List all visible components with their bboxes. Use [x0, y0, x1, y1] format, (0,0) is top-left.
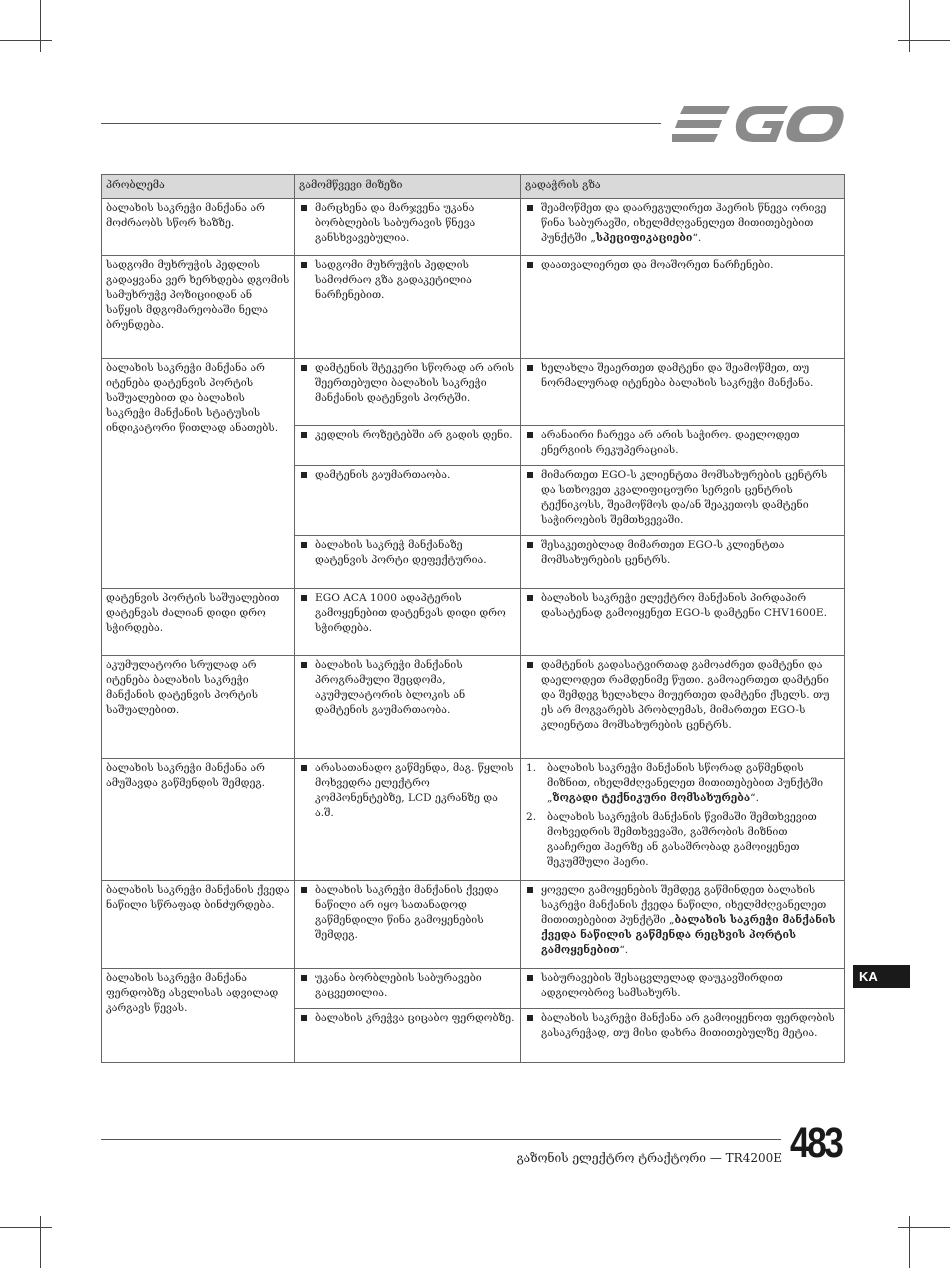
problem-cell: ბალახის საკრეჭი მანქანა არ ამუშავდა გაწმენდის შემდეგ.: [102, 759, 295, 881]
solution-text: დამტენის გადასატვირთად გამოაძრეთ დამტენი და დაელოდეთ რამდენიმე წუთი. გამოაერთეთ დამტენი და შემდეგ ხელახლა მიუერთეთ დამტენი ქსელს. თუ ეს არ მოგვარებს პრობლემას, მიმართეთ EGO-ს კლიენტთა მომსახურების ცენტრს.: [525, 658, 840, 733]
crop-mark: [0, 1227, 52, 1228]
troubleshooting-table: [101, 174, 845, 1063]
solution-bold-ref: სპეციფიკაციები: [595, 232, 693, 244]
cause-cell: [295, 256, 521, 359]
solution-cell: [521, 536, 845, 589]
cause-cell: [295, 199, 521, 256]
cause-cell: [295, 656, 521, 759]
cause-cell: [295, 881, 521, 969]
solution-cell: [521, 881, 845, 969]
problem-cell: ბალახის საკრეჭი მანქანა ფერდობზე ასვლისას ადვილად კარგავს წევას.: [102, 969, 295, 1063]
solution-cell: [521, 1009, 845, 1063]
crop-mark: [40, 0, 41, 52]
cause-cell: [295, 426, 521, 466]
solution-text: მიმართეთ EGO-ს კლიენტთა მომსახურების ცენტრს და სთხოვეთ კვალიფიციური სერვის ცენტრის ტექნიკოსს, შეამოწმოს და/ან შეაკეთოს დამტენი საჭიროების შემთხვევაში.: [525, 468, 840, 528]
table-row: [102, 256, 845, 359]
cause-cell: [295, 359, 521, 426]
solution-text: არანაირი ჩარევა არ არის საჭირო. დაელოდეთ ენერგიის რეკუპერაციას.: [525, 428, 840, 458]
solution-cell: [521, 199, 845, 256]
solution-bold-ref: ბალახის საკრეჭი მანქანის ქვედა ნაწილის გაწმენდა რეცხვის პორტის გამოყენებით: [541, 914, 836, 956]
solution-text: დაათვალიერეთ და მოაშორეთ ნარჩენები.: [525, 258, 840, 273]
cause-text: ბალახის საკრეჭი მანქანის პროგრამული შეცდომა, აკუმულატორის ბლოკის ან დამტენის გაუმართაობა.: [299, 658, 516, 718]
table-row: [102, 359, 845, 426]
solution-cell: [521, 359, 845, 426]
table-row: [102, 199, 845, 256]
solution-cell: [521, 656, 845, 759]
cause-cell: [295, 759, 521, 881]
solution-text: ბალახის საკრეჭი მანქანა არ გამოიყენოთ ფერდობის გასაკრეჭად, თუ მისი დახრა მითითებულზე მეტია.: [525, 1011, 840, 1041]
solution-text: ხელახლა შეაერთეთ დამტენი და შეამოწმეთ, თუ ნორმალურად იტენება ბალახის საკრეჭი მანქანა.: [525, 361, 840, 391]
crop-mark: [40, 1216, 41, 1268]
cause-text: მარცხენა და მარჯვენა უკანა ბორბლების საბურავის წნევა განსხვავებულია.: [299, 201, 516, 246]
solution-text: ბალახის საკრეჭი ელექტრო მანქანის პირდაპირ დასატენად გამოიყენეთ EGO-ს დამტენი CHV1600E.: [525, 591, 840, 621]
cause-text: უკანა ბორბლების საბურავები გაცვეთილია.: [299, 971, 516, 1001]
solution-cell: [521, 589, 845, 656]
cause-text: ბალახის საკრეჭი მანქანის ქვედა ნაწილი არ იყო სათანადოდ გაწმენდილი წინა გამოყენების შემდეგ.: [299, 883, 516, 943]
table-row: [102, 589, 845, 656]
crop-mark: [909, 1216, 910, 1268]
problem-cell: დატენვის პორტის საშუალებით დატენვას ძალიან დიდი დრო სჭირდება.: [102, 589, 295, 656]
cause-text: ბალახის კრეჭვა ციცაბო ფერდობზე.: [299, 1011, 516, 1026]
language-tab: KA: [853, 965, 910, 988]
solution-step: 1. ბალახის საკრეჭი მანქანის სწორად გაწმენდის მიზნით, იხელმძღვანელეთ მითითებებით პუნქტში „ზოგადი ტექნიკური მომსახურება“.: [526, 762, 824, 804]
crop-mark: [0, 40, 52, 41]
step-number: 2.: [526, 811, 537, 823]
problem-cell: ბალახის საკრეჭი მანქანის ქვედა ნაწილი სწრაფად ბინძურდება.: [102, 881, 295, 969]
ego-logo: [672, 104, 844, 144]
solution-text: შეამოწმეთ და დაარეგულირეთ ჰაერის წნევა ორივე წინა საბურავში, იხელმძღვანელეთ მითითებებით პუნქტში „სპეციფიკაციები“.: [525, 201, 840, 246]
problem-cell: ბალახის საკრეჭი მანქანა არ მოძრაობს სწორ ხაზზე.: [102, 199, 295, 256]
solution-text: საბურავების შესაცვლელად დაუკავშირდით ადგილობრივ სამსახურს.: [525, 971, 840, 1001]
solution-text: ყოველი გამოყენების შემდეგ გაწმინდეთ ბალახის საკრეჭი მანქანის ქვედა ნაწილი, იხელმძღვანელეთ მითითებებით პუნქტში „ბალახის საკრეჭი მანქანის ქვედა ნაწილის გაწმენდა რეცხვის პორტის გამოყენებით“.: [525, 883, 840, 958]
cause-text: დამტენის გაუმართაობა.: [299, 468, 516, 483]
header-rule: [101, 123, 661, 124]
cause-cell: [295, 536, 521, 589]
crop-mark: [909, 0, 910, 52]
step-number: 1.: [526, 762, 537, 774]
table-row: [102, 759, 845, 881]
crop-mark: [898, 1227, 950, 1228]
table-header-row: [102, 175, 845, 199]
footer-title: გაზონის ელექტრო ტრაქტორი — TR4200E: [516, 1151, 782, 1165]
column-header-cause: გამომწვევი მიზეზი: [295, 175, 521, 199]
solution-cell: [521, 256, 845, 359]
cause-cell: [295, 466, 521, 536]
table-row: [102, 969, 845, 1009]
problem-cell: სადგომი მუხრუჭის პედლის გადაყვანა ვერ ხერხდება დგომის სამუხრუჭე პოზიციიდან ან საწყის მდგომარეობაში ნელა ბრუნდება.: [102, 256, 295, 359]
cause-text: არასათანადო გაწმენდა, მაგ. წყლის მოხვედრა ელექტრო კომპონენტებზე, LCD ეკრანზე და ა.შ.: [299, 761, 516, 821]
solution-cell: [521, 466, 845, 536]
solution-bold-ref: ზოგადი ტექნიკური მომსახურება: [552, 792, 751, 804]
crop-mark: [898, 40, 950, 41]
cause-cell: [295, 1009, 521, 1063]
cause-text: EGO ACA 1000 ადაპტერის გამოყენებით დატენვას დიდი დრო სჭირდება.: [299, 591, 516, 636]
page-number: 483: [790, 1119, 842, 1167]
solution-cell: [521, 969, 845, 1009]
problem-cell: ბალახის საკრეჭი მანქანა არ იტენება დატენვის პორტის საშუალებით და ბალახის საკრეჭი მანქანის სტატუსის ინდიკატორი წითლად ანათებს.: [102, 359, 295, 589]
solution-step: 2. ბალახის საკრეჭის მანქანის წვიმაში შემთხვევით მოხვედრის შემთხვევაში, გაშრობის მიზნით გააჩერეთ ჰაერზე ან გასაშრობად გამოიყენეთ შეკუმშული ჰაერი.: [526, 811, 817, 868]
table-row: [102, 881, 845, 969]
cause-cell: [295, 589, 521, 656]
table-row: [102, 656, 845, 759]
cause-text: სადგომი მუხრუჭის პედლის სამოძრაო გზა გადაკეტილია ნარჩენებით.: [299, 258, 516, 303]
footer-rule: [101, 1139, 781, 1140]
problem-cell: აკუმულატორი სრულად არ იტენება ბალახის საკრეჭი მანქანის დატენვის პორტის საშუალებით.: [102, 656, 295, 759]
cause-text: კედლის როზეტებში არ გადის დენი.: [299, 428, 516, 443]
column-header-problem: პრობლემა: [102, 175, 295, 199]
solution-cell: [521, 759, 845, 881]
column-header-solution: გადაჭრის გზა: [521, 175, 845, 199]
cause-text: ბალახის საკრეჭ მანქანაზე დატენვის პორტი დეფექტურია.: [299, 538, 516, 568]
solution-cell: [521, 426, 845, 466]
solution-text: შესაკეთებლად მიმართეთ EGO-ს კლიენტთა მომსახურების ცენტრს.: [525, 538, 840, 568]
cause-cell: [295, 969, 521, 1009]
cause-text: დამტენის შტეკერი სწორად არ არის შეერთებული ბალახის საკრეჭი მანქანის დატენვის პორტში.: [299, 361, 516, 406]
